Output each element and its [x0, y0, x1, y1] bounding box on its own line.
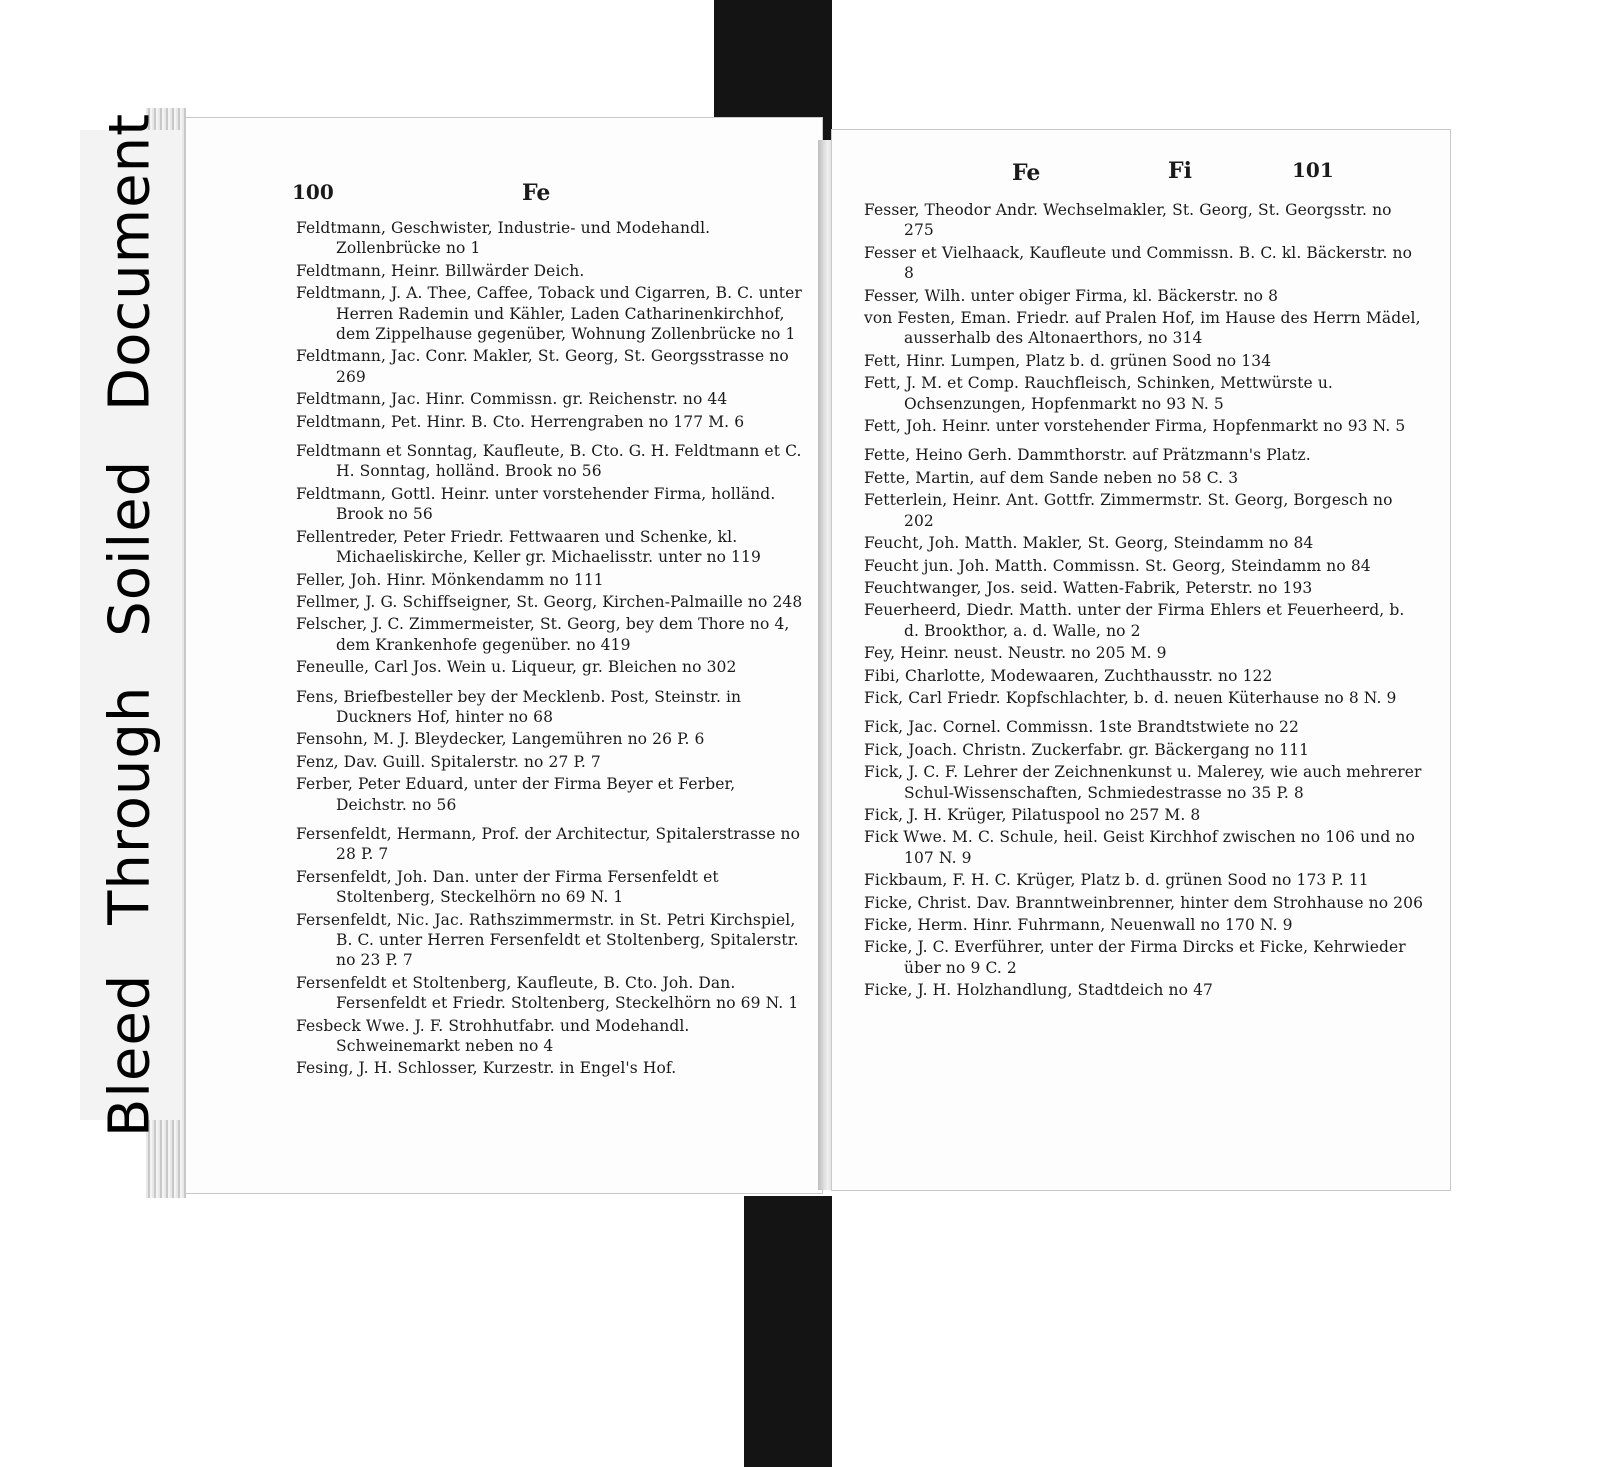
- directory-entry: Feuchtwanger, Jos. seid. Watten-Fabrik, Peterstr. no 193: [864, 578, 1313, 597]
- directory-entry: Feldtmann, Jac. Conr. Makler, St. Georg, St. Georgsstrasse no 269: [296, 347, 789, 386]
- left-page-number: 100: [292, 180, 334, 204]
- directory-entry: Felscher, J. C. Zimmermeister, St. Georg, bey dem Thore no 4, dem Krankenhofe gegenüber. no 419: [296, 615, 790, 654]
- directory-entry: Fenz, Dav. Guill. Spitalerstr. no 27 P. 7: [296, 752, 601, 771]
- left-entry-list: [296, 218, 804, 1081]
- left-page-heading: Fe: [522, 180, 551, 206]
- directory-entry: Feldtmann, J. A. Thee, Caffee, Toback und Cigarren, B. C. unter Herren Rademin und Kähler, Laden Catharinenkirchhof, dem Zippelhause gegenüber, Wohnung Zollenbrücke no 1: [296, 284, 802, 344]
- directory-entry: Fette, Martin, auf dem Sande neben no 58 C. 3: [864, 468, 1239, 487]
- directory-entry: Fersenfeldt et Stoltenberg, Kaufleute, B. Cto. Joh. Dan. Fersenfeldt et Friedr. Stoltenberg, Steckelhörn no 69 N. 1: [296, 973, 799, 1013]
- directory-entry: Fesser, Wilh. unter obiger Firma, kl. Bäckerstr. no 8: [864, 286, 1279, 305]
- right-page-heading-right: Fi: [1168, 158, 1192, 184]
- right-page-heading-left: Fe: [1012, 160, 1041, 186]
- directory-entry: Ficke, Christ. Dav. Branntweinbrenner, hinter dem Strohhause no 206: [864, 893, 1424, 912]
- left-page: [186, 118, 822, 1193]
- directory-entry: Fey, Heinr. neust. Neustr. no 205 M. 9: [864, 644, 1167, 663]
- directory-entry: Fick, J. H. Krüger, Pilatuspool no 257 M. 8: [864, 805, 1201, 824]
- directory-entry: Fick, Jac. Cornel. Commissn. 1ste Brandtstwiete no 22: [864, 718, 1299, 737]
- directory-entry: Feldtmann, Jac. Hinr. Commissn. gr. Reichenstr. no 44: [296, 390, 728, 409]
- directory-entry: Fellmer, J. G. Schiffseigner, St. Georg, Kirchen-Palmaille no 248: [296, 592, 803, 611]
- directory-entry: Fensohn, M. J. Bleydecker, Langemühren no 26 P. 6: [296, 730, 705, 749]
- directory-entry: Fesser, Theodor Andr. Wechselmakler, St. Georg, St. Georgsstr. no 275: [864, 201, 1392, 240]
- directory-entry: Fibi, Charlotte, Modewaaren, Zuchthausstr. no 122: [864, 666, 1273, 685]
- directory-entry: Ficke, J. C. Everführer, unter der Firma Dircks et Ficke, Kehrwieder über no 9 C. 2: [864, 938, 1406, 977]
- directory-entry: Feldtmann, Geschwister, Industrie- und Modehandl. Zollenbrücke no 1: [296, 219, 711, 258]
- directory-entry: Feneulle, Carl Jos. Wein u. Liqueur, gr. Bleichen no 302: [296, 658, 737, 677]
- directory-entry: Fett, J. M. et Comp. Rauchfleisch, Schinken, Mettwürste u. Ochsenzungen, Hopfenmarkt no 93 N. 5: [864, 374, 1333, 413]
- directory-entry: Fersenfeldt, Hermann, Prof. der Architectur, Spitalerstrasse no 28 P. 7: [296, 824, 801, 864]
- right-entry-list: [864, 200, 1424, 1003]
- directory-entry: Fett, Joh. Heinr. unter vorstehender Firma, Hopfenmarkt no 93 N. 5: [864, 417, 1406, 436]
- directory-entry: Fick, J. C. F. Lehrer der Zeichnenkunst u. Malerey, wie auch mehrerer Schul-Wissenschaften, Schmiedestrasse no 35 P. 8: [864, 763, 1422, 802]
- directory-entry: Fick, Joach. Christn. Zuckerfabr. gr. Bäckergang no 111: [864, 740, 1310, 759]
- directory-entry: Feldtmann et Sonntag, Kaufleute, B. Cto. G. H. Feldtmann et C. H. Sonntag, holländ. Brook no 56: [296, 442, 802, 481]
- directory-entry: Feldtmann, Heinr. Billwärder Deich.: [296, 261, 585, 280]
- directory-entry: Ficke, Herm. Hinr. Fuhrmann, Neuenwall no 170 N. 9: [864, 916, 1293, 934]
- directory-entry: Fens, Briefbesteller bey der Mecklenb. Post, Steinstr. in Duckners Hof, hinter no 68: [296, 687, 742, 726]
- directory-entry: Fesser et Vielhaack, Kaufleute und Commissn. B. C. kl. Bäckerstr. no 8: [864, 243, 1413, 283]
- directory-entry: Ferber, Peter Eduard, unter der Firma Beyer et Ferber, Deichstr. no 56: [296, 775, 736, 814]
- directory-entry: Feldtmann, Gottl. Heinr. unter vorstehender Firma, holländ. Brook no 56: [296, 484, 776, 524]
- directory-entry: Fellentreder, Peter Friedr. Fettwaaren und Schenke, kl. Michaeliskirche, Keller gr. Michaelisstr. unter no 119: [296, 527, 761, 567]
- directory-entry: Fesing, J. H. Schlosser, Kurzestr. in Engel's Hof.: [296, 1059, 677, 1078]
- directory-entry: Feuerheerd, Diedr. Matth. unter der Firma Ehlers et Feuerheerd, b. d. Brookthor, a. d. Walle, no 2: [864, 601, 1405, 640]
- directory-entry: Fersenfeldt, Joh. Dan. unter der Firma Fersenfeldt et Stoltenberg, Steckelhörn no 69 N. 1: [296, 867, 719, 907]
- directory-entry: Feucht, Joh. Matth. Makler, St. Georg, Steindamm no 84: [864, 534, 1314, 553]
- right-page: [832, 130, 1450, 1190]
- directory-entry: Fette, Heino Gerh. Dammthorstr. auf Prätzmann's Platz.: [864, 446, 1311, 465]
- directory-entry: Fersenfeldt, Nic. Jac. Rathszimmermstr. in St. Petri Kirchspiel, B. C. unter Herren Fersenfeldt et Stoltenberg, Spitalerstr. no 23 P. 7: [296, 910, 799, 970]
- directory-entry: Fick, Carl Friedr. Kopfschlachter, b. d. neuen Küterhause no 8 N. 9: [864, 688, 1397, 707]
- directory-entry: Fett, Hinr. Lumpen, Platz b. d. grünen Sood no 134: [864, 351, 1272, 370]
- directory-entry: Feucht jun. Joh. Matth. Commissn. St. Georg, Steindamm no 84: [864, 556, 1371, 575]
- directory-entry: Ficke, J. H. Holzhandlung, Stadtdeich no 47: [864, 981, 1213, 1000]
- directory-entry: Fick Wwe. M. C. Schule, heil. Geist Kirchhof zwischen no 106 und no 107 N. 9: [864, 828, 1415, 867]
- bleed-through-stamp: Bleed Through Soiled Document: [97, 112, 163, 1138]
- directory-entry: Fickbaum, F. H. C. Krüger, Platz b. d. grünen Sood no 173 P. 11: [864, 871, 1369, 890]
- directory-entry: Feldtmann, Pet. Hinr. B. Cto. Herrengraben no 177 M. 6: [296, 412, 745, 431]
- right-page-number: 101: [1292, 158, 1334, 182]
- directory-entry: von Festen, Eman. Friedr. auf Pralen Hof, im Hause des Herrn Mädel, ausserhalb des Altonaerthors, no 314: [864, 309, 1421, 348]
- binding-shadow-bottom: [744, 1196, 832, 1467]
- directory-entry: Fetterlein, Heinr. Ant. Gottfr. Zimmermstr. St. Georg, Borgesch no 202: [864, 491, 1393, 530]
- directory-entry: Fesbeck Wwe. J. F. Strohhutfabr. und Modehandl. Schweinemarkt neben no 4: [296, 1016, 690, 1056]
- directory-entry: Feller, Joh. Hinr. Mönkendamm no 111: [296, 570, 604, 589]
